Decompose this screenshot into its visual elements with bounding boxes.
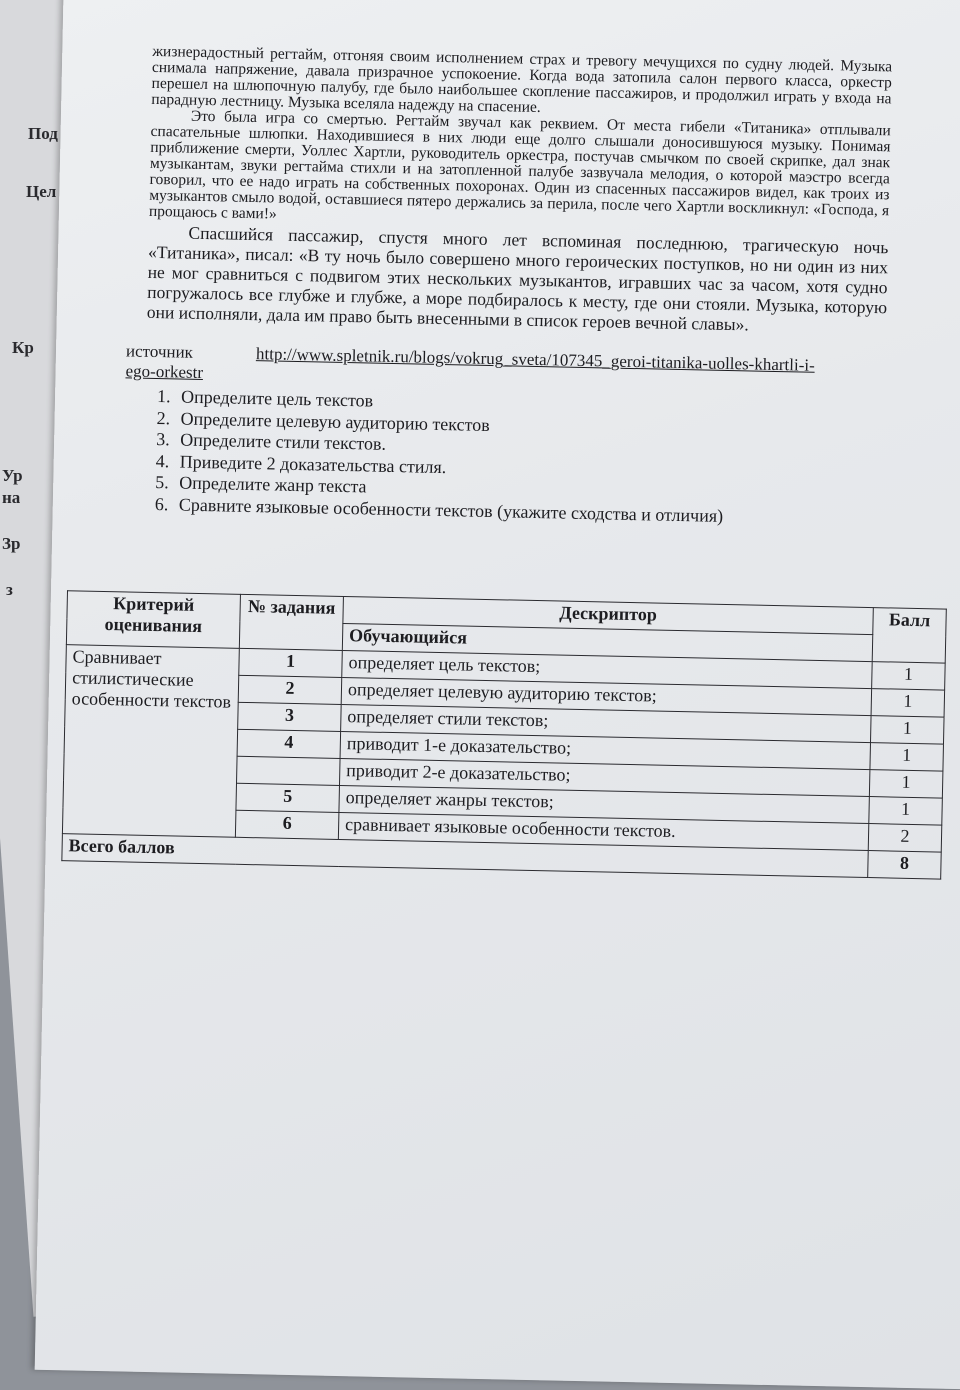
score-cell: 2 [868,824,942,853]
task-number-cell: 6 [235,810,339,839]
total-value: 8 [868,851,942,880]
task-number-cell: 3 [238,702,342,731]
side-label: з [6,580,13,599]
descriptor-cell: определяет стили текстов; [341,704,871,742]
task-number-cell: 1 [239,648,343,677]
side-label: Цел [26,182,57,201]
task-item: 5. Определите жанр текста [173,472,883,508]
task-item: 2. Определите целевую аудиторию текстов [174,408,884,444]
descriptor-cell: определяет цель текстов; [342,650,872,688]
paragraph: жизнерадостный регтайм, отгоняя своим исполнением страх и тревогу мечущихся по судну людей. Музыка снимала напряжение, давала призрачное успокоение. Когда вода затопила салон первого класса, оркестр перешел на шлюпочную палубу, где было наибольшее скопление пассажиров, и продолжил играть у входа на парадную лестницу. Музыка вселяла надежду на спасение. [151,42,893,117]
source-link[interactable]: http://www.spletnik.ru/blogs/vokrug_sveta/107345_geroi-titanika-uolles-khartli-i- [255,344,815,375]
task-item: 6. Сравните языковые особенности текстов (укажите сходства и отличия) [173,494,883,530]
task-number-cell: 5 [236,783,340,812]
paragraph: Это была игра со смертью. Регтайм звучал как реквием. От места гибели «Титаника» отплывали спасательные шлюпки. Находившиеся в них люди еще долго слышали доносившуюся музыку. Понимая приближение смерти, Уоллес Хартли, руководитель оркестра, постучав смычком по своей скрипке, дал знак музыкантам, звуки регтайма стихли и на затопленной палубе зазвучала мелодия, о которой маэстро всегда говорил, что ее надо играть на собственных похоронах. Один из спасенных пассажиров видел, как троих из музыкантов смыло водой, оставшиеся пятеро держались за перила, после чего Хартли воскликнул: «Господа, я прощаюсь с вами!» [148,107,891,223]
task-item: 1. Определите цель текстов [175,386,885,422]
header-criterion: Критерий оценивания [66,591,240,649]
descriptor-cell: приводит 2-е доказательство; [339,758,869,796]
source-link-continuation[interactable]: ego-orkestr [125,361,204,382]
header-descriptor: Дескриптор [343,596,873,634]
score-cell: 1 [869,770,943,799]
side-label: Ур [2,466,23,485]
header-task-number: № задания [239,594,343,650]
task-list [143,386,886,530]
descriptor-cell: приводит 1-е доказательство; [340,731,870,769]
text-body [125,42,893,530]
score-cell: 1 [870,716,944,745]
side-label: на [2,488,21,507]
criterion-cell: Сравнивает стилистические особенности текстов [62,645,239,838]
header-score: Балл [872,608,946,664]
task-number-cell: 2 [238,675,342,704]
descriptor-cell: сравнивает языковые особенности текстов. [338,812,868,850]
task-number-cell [237,756,341,785]
paragraph: Спасшийся пассажир, спустя много лет вспоминая последнюю, трагическую ночь «Титаника», писал: «В ту ночь было совершено много героических поступков, но ни один из них не мог сравниться с подвигом этих нескольких музыкантов, игравших час за часом, хотя судно погружалось все глубже и глубже, а море подбиралось к месту, где они стояли. Музыка, которую они исполняли, дала им право быть внесенными в список героев вечной славы». [146,222,889,335]
descriptor-cell: определяет целевую аудиторию текстов; [341,677,871,715]
source-label: источник [125,341,194,362]
total-label: Всего баллов [62,834,868,878]
task-item: 3. Определите стили текстов. [174,429,884,465]
header-learner: Обучающийся [342,623,872,661]
score-cell: 1 [871,689,945,718]
score-cell: 1 [872,662,946,691]
assessment-table [61,590,946,879]
score-cell: 1 [869,797,943,826]
document-page [35,0,960,1390]
score-cell: 1 [870,743,944,772]
task-item: 4. Приведите 2 доказательства стиля. [174,451,884,487]
side-label: Зр [2,534,21,553]
descriptor-cell: определяет жанры текстов; [339,785,869,823]
side-label: Под [28,124,58,143]
side-label: Кр [12,338,34,357]
task-number-cell: 4 [237,729,341,758]
